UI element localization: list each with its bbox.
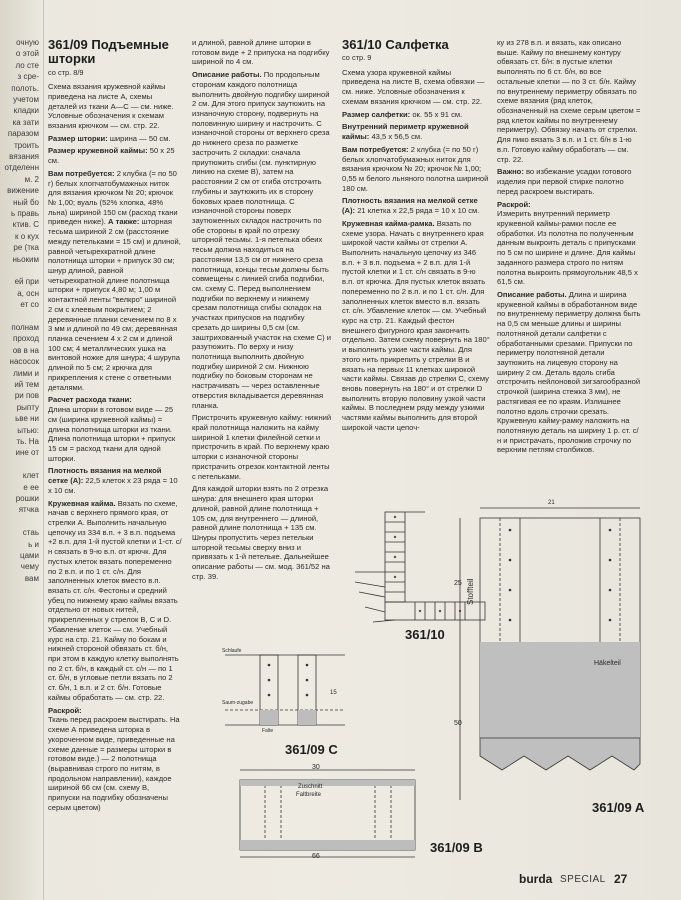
cord-assembly-paragraph: Для каждой шторки взять по 2 отрезка шнура: для внешнего края шторки длиной, равной длине полотнища + 105 см, для внутреннего — длиной, равной длине полотнища + 135 см. Шнуры пропустить через петельки шторной тесьмы сверху вниз и привязать к 1-й петельке. Дальнейшее описание работы — см. мод. 361/52 на стр. 39.: [192, 484, 330, 581]
spine-text-fragment: з сре-: [17, 72, 39, 82]
fold-width-label: Faltbreite: [296, 792, 322, 798]
fabric-part-label: Stoffteil: [466, 578, 475, 605]
page-reference: со стр. 9: [342, 53, 372, 63]
spine-text-fragment: м. 2: [24, 174, 39, 184]
shade-assembly-diagram-a: [440, 500, 660, 850]
spine-text-fragment: ине от: [15, 448, 39, 458]
spine-text-fragment: кладки: [13, 106, 39, 116]
spine-text-fragment: вязания: [9, 152, 39, 161]
series-label: SPECIAL: [560, 874, 606, 885]
lace-border-paragraph: Кружевная кайма. Вязать по схеме, начав с верхнего прямого края, от стрелки А. Выполнить начальную цепочку из 334 в.п. + 3 в.п. подъема +2 в.п. для 1-й пустой клетки и 1-ст. с/н связать в 9-ю в.п. от крючк. Для пустых клеток вязать попеременно по 2 в.п. и по 1 ст. с/н. Для заполненных клеток вместо в.п. вязать ст. с/н. Фестоны и средний убец по нижнему краю каймы вязать отдельно от новых нитей, прикрепленных у стрелок В, С и D. Убавление клеток — см. Учебный курс на стр. 21. Кайму по бокам и нижней стороной обвязать ст. б/н, при этом в каждую клетку выполнять по 2 ст. б/н, в каждый ст. с/н — по 1 ст. б/н, в угловые петли вязать по 2 ст. б/н, 1 в.п. и 2 ст. б/н. Готовые каймы обработать — см. стр. 22.: [48, 498, 182, 702]
column-361-10-text: [342, 38, 490, 543]
spine-text-fragment: к о кух: [15, 231, 39, 241]
measurement-30: 30: [312, 764, 320, 771]
page-number: 27: [614, 872, 628, 886]
spine-text-fragment: учетом: [13, 95, 39, 104]
previous-page-edge: [0, 0, 44, 900]
spine-text-fragment: рошки: [15, 494, 39, 503]
spine-text-fragment: ри пов: [14, 391, 39, 401]
article-title: 361/10 Салфетка: [342, 38, 449, 52]
important-note: Важно: во избежание усадки готового изделия при первой стирке полотно перед раскроем выстирать.: [497, 167, 632, 196]
spine-text-fragment: ре (тка: [13, 243, 39, 253]
size-line: Размер шторки: ширина — 50 см.: [48, 133, 171, 143]
cut-label: Zuschnitt: [298, 784, 323, 790]
spine-text-fragment: троить: [14, 140, 39, 150]
spine-text-fragment: ло сте: [15, 60, 39, 70]
diagram-b-label: 361/09 B: [430, 840, 483, 855]
spine-text-fragment: очную: [16, 38, 39, 47]
materials-paragraph: Вам потребуется: 2 клубка (= по 50 г) белых хлопчатобумажных ниток для вязания крючком № 20; крючок № 1,00; 0,55 м белого льняного полотна шириной 180 см.: [342, 144, 489, 193]
napkin-diagram-label: 361/10: [405, 627, 445, 642]
cutting-paragraph: Раскрой: Ткань перед раскроем выстирать. На схеме А приведена шторка в укороченном виде, приведенные на схеме данные = размеры шторки в готовом виде.) — 2 полотнища (выравнивая строго по нитям, в продольном направлении), каждое шириной 66 см (см. схему В, припуски на подгибку обозначены серым цветом): [48, 705, 180, 812]
column-361-10-continued: [497, 38, 641, 538]
work-description-paragraph: Описание работы. По продольным сторонам каждого полотнища выполнить двойную подгибку шириной 2 см. Для этого припуск заутюжить на изнаночную сторону, подвернуть на половинную ширину и настрочить. С изнаночной стороны от верхнего среза до нижнего среза по разметке застрочить 2 складки: сначала приутюжить сгибы (см. пунктирную линию на схеме В), затем на расстоянии 2 см от сгиба отстрочить глубины и заутюжить их в сторону боковых краев полотнища. С изнаночной стороны поверх заутюженных складок настрочить по обе стороны в край по отрезку шторной тесьмы. 1-я петелька обеих тесьм должна находиться на расстоянии 13,5 см от нижнего среза полотнища, концы тесьм должны быть совмещены с линией сгиба подгибки, см. схему С. Перед выполнением подгибки по верхнему и нижнему срезам полотнища сгибы складок на участках припусков на подгибку срезать до ширины 0,5 см (см. заштрихованный участок на схеме С) и разутюжить. По верху и низу полотнища выполнить двойную подгибку шириной 2 см. Нижнюю подгибку по боковым сторонам не настрачивать — через оставленные отверстия вкладывается деревянная планка.: [192, 70, 332, 410]
spine-text-fragment: а, осн: [17, 288, 39, 298]
spine-text-fragment: проход: [13, 334, 39, 344]
page-reference: со стр. 8/9: [48, 67, 84, 77]
measurement-25: 25: [454, 580, 462, 587]
spine-text-fragment: насосок: [9, 357, 39, 367]
spine-text-fragment: чему: [20, 562, 39, 572]
spine-text-fragment: ов в на: [12, 345, 39, 355]
spine-text-fragment: ей при: [14, 277, 39, 287]
spine-text-fragment: ка зати: [12, 117, 39, 127]
spine-text-fragment: полоть.: [11, 83, 39, 93]
spine-text-fragment: стаь: [22, 528, 39, 538]
attach-lace-paragraph: Пристрочить кружевную кайму: нижний край полотнища наложить на кайму шириной 1 клетки филейной сетки и пристрочить в край. По верхнему краю шторки с изнаночной стороны пристрачить отрезок контактной ленты с петельками.: [192, 413, 332, 481]
spine-text-fragment: вижение: [7, 186, 39, 196]
spine-text-fragment: отделенн: [4, 163, 39, 173]
measurement-50: 50: [454, 720, 462, 727]
spine-text-fragment: ьве ни: [15, 414, 39, 424]
spine-text-fragment: ный бо: [13, 197, 39, 207]
continued-paragraph: и длиной, равной длине шторки в готовом виде + 2 припуска на подгибку шириной по 4 см.: [192, 38, 330, 67]
spine-text-fragment: ктив. С: [12, 220, 39, 230]
lace-size-line: Размер кружевной каймы: 50 х 25 см.: [48, 146, 175, 166]
spine-text-fragment: клет: [22, 471, 39, 481]
density-paragraph: Плотность вязания на мелкой сетке (А): 21 клетка х 22,5 ряда = 10 х 10 см.: [342, 196, 480, 216]
spine-text-fragment: е ее: [23, 482, 39, 492]
spine-text-fragment: ий тем: [14, 380, 39, 389]
spine-text-fragment: ятчка: [18, 505, 39, 515]
fold-label: Falte: [262, 728, 274, 734]
shade-cutting-diagram-b: [225, 762, 425, 872]
measurement-15: 15: [330, 690, 337, 696]
diagram-c-label: 361/09 C: [285, 742, 338, 757]
spine-text-fragment: ь правь: [10, 209, 39, 218]
loop-label: Schlaufe: [222, 648, 242, 654]
spine-text-fragment: ытью:: [17, 425, 39, 435]
inner-perimeter-line: Внутренний периметр кружевной каймы: 43,5 х 56,5 см.: [342, 122, 469, 142]
brand-logo: burda: [519, 872, 553, 886]
measurement-21: 21: [548, 500, 555, 506]
crochet-part-label: Häkelteil: [594, 660, 621, 667]
hem-allowance-label: Saum-zugabe: [222, 700, 254, 706]
intro-paragraph: Схема узора кружевной каймы приведена на листе В, схема обвязки — см. ниже. Условные обозначения к схемам вязания крючком — см. стр. 22.: [342, 67, 485, 106]
spine-text-fragment: ь и: [28, 539, 39, 549]
article-title: 361/09 Подъемные шторки: [48, 38, 169, 67]
spine-text-fragment: о этой: [15, 49, 39, 59]
continued-paragraph: ку из 278 в.п. и вязать, как описано выше. Кайму по внешнему контуру обвязать ст. б/н: в пустые клетки выполнять по 6 ст. б/н, во все остальные клетки — по 3 ст. б/н. Кайму по внутреннему периметру обвязать по схеме вязания (ряд клеток, обозначенный на схеме серым цветом = ряд клеток каймы по внутреннему периметру). Обвязку начать от стрелки. Для пико вязать 3 в.п. и 1 ст. б/н в 1-ю в.п. Готовую кайму обработать — см. стр. 22.: [497, 38, 641, 164]
spine-text-fragment: паразом: [7, 129, 39, 139]
spine-text-fragment: ть. На: [16, 437, 39, 446]
cutting-paragraph: Раскрой: Измерить внутренний периметр кружевной каймы-рамки после ее обработки. Из полотна по полученным данным выкроить деталь с припусками по 5 см по ширине и длине. Для каймы заданного размера строго по нитям полотна выкроить прямоугольник 48,5 х 61,5 см.: [497, 199, 638, 287]
intro-paragraph: Схема вязания кружевной каймы приведена на листе А, схемы деталей из ткани А—С — см. ниже. Условные обозначения к схемам вязания крючком — см. стр. 22.: [48, 82, 174, 130]
frame-paragraph: Кружевная кайма-рамка. Вязать по схеме узора. Начать с внутреннего края широкой части каймы от стрелки А. Выполнить начальную цепочку из 346 в.п. + 3 в.п. подъема + 2 в.п. для 1-й пустой клетки и 1 ст. с/н связать в 9-ю в.п. от крючка. Для пустых клеток вязать попеременно по 2 в.п. и по 1 ст. с/н. Для заполненных клеток вместо в.п. вязать ст. с/н. Убавление клеток — см. Учебный курс на стр. 21. Каждый фестон внешнего фигурного края закончить отдельно. Затем схему повернуть на 180° и выполнить узкие части каймы. Для этого нить прикрепить у стрелки В и вязать на первых 11 клетках широкой части каймы. Связав до стрелки С, схему вновь повернуть на 180° и от стрелки D выполнить вторую половину узкой части каймы. В последнем ряду между узкими частями каймы выполнить для второй широкой части цепоч-: [342, 218, 490, 432]
spine-text-fragment: вам: [24, 573, 39, 583]
materials-paragraph: Вам потребуется: 2 клубка (= по 50 г) белых хлопчатобумажных ниток для вязания крючком № 20; крючок № 1,00; вуаль (52% хлопка, 48% льна) шириной 150 см (расход ткани приведен ниже). А также: шторная тесьма шириной 2 см (расстояние между петельками = 15 см) и длиной, равной четырехкратной длине полотнища шторки + припуск 30 см; шнур длиной, равной четырехкратной длине полотнища шторки + припуск 4,80 м; 1,00 м контактной ленты "велкро" шириной 2 см с клеевым покрытием; 2 деревянные планки сечением по 8 х 3 мм и длиной по 49 см; деревянная планка сечением 4 х 2 см и длиной 100 см; 4 металлических ушка на винтовой ножке для шнура; 4 шурупа длиной по 5 см; 2 крючка для прикрепления к стене с ответными деталями.: [48, 168, 181, 392]
density-paragraph: Плотность вязания на мелкой сетке (А): 22,5 клеток х 23 ряда = 10 х 10 см.: [48, 466, 178, 495]
spine-text-fragment: ет со: [20, 300, 39, 310]
fabric-calc-paragraph: Расчет расхода ткани: Длина шторки в готовом виде — 25 см (ширина кружевной каймы) = длина полотнища шторки из ткани. Длина полотнища шторки + припуск 15 см = расход ткани для одной шторки.: [48, 395, 176, 463]
napkin-size-line: Размер салфетки: ок. 55 х 91 см.: [342, 109, 463, 119]
spine-text-fragment: лими и: [13, 368, 39, 378]
column-361-09-text: [48, 38, 182, 816]
column-361-09-continued: [192, 38, 332, 668]
measurement-66: 66: [312, 853, 320, 860]
spine-text-fragment: ньоким: [12, 254, 39, 264]
diagram-a-label: 361/09 A: [592, 800, 645, 815]
spine-text-fragment: рыпту: [16, 402, 39, 412]
spine-text-fragment: полнам: [11, 323, 39, 332]
spine-text-fragment: цами: [20, 551, 39, 560]
work-description-paragraph: Описание работы. Длина и ширина кружевной каймы в обработанном виде по внутреннему периметру должна быть на 0,5 см меньше длины и ширины полотняной детали салфетки с обработанными срезами. Припуски по периметру полотняной детали заутюжить на лицевую сторону на ширину 2 см. Деталь вдоль сгиба отстрочить нейлоновой зигзагообразной строчкой (ширина стежка 3 мм), не растягивая ее по краям. Излишнее полотно вдоль строчки срезать. Кружевную кайму-рамку наложить на полотняную деталь на ширину 1 р. ст. с/н и пристрачать, проложив строчку по верхним петлям столбиков.: [497, 289, 641, 455]
